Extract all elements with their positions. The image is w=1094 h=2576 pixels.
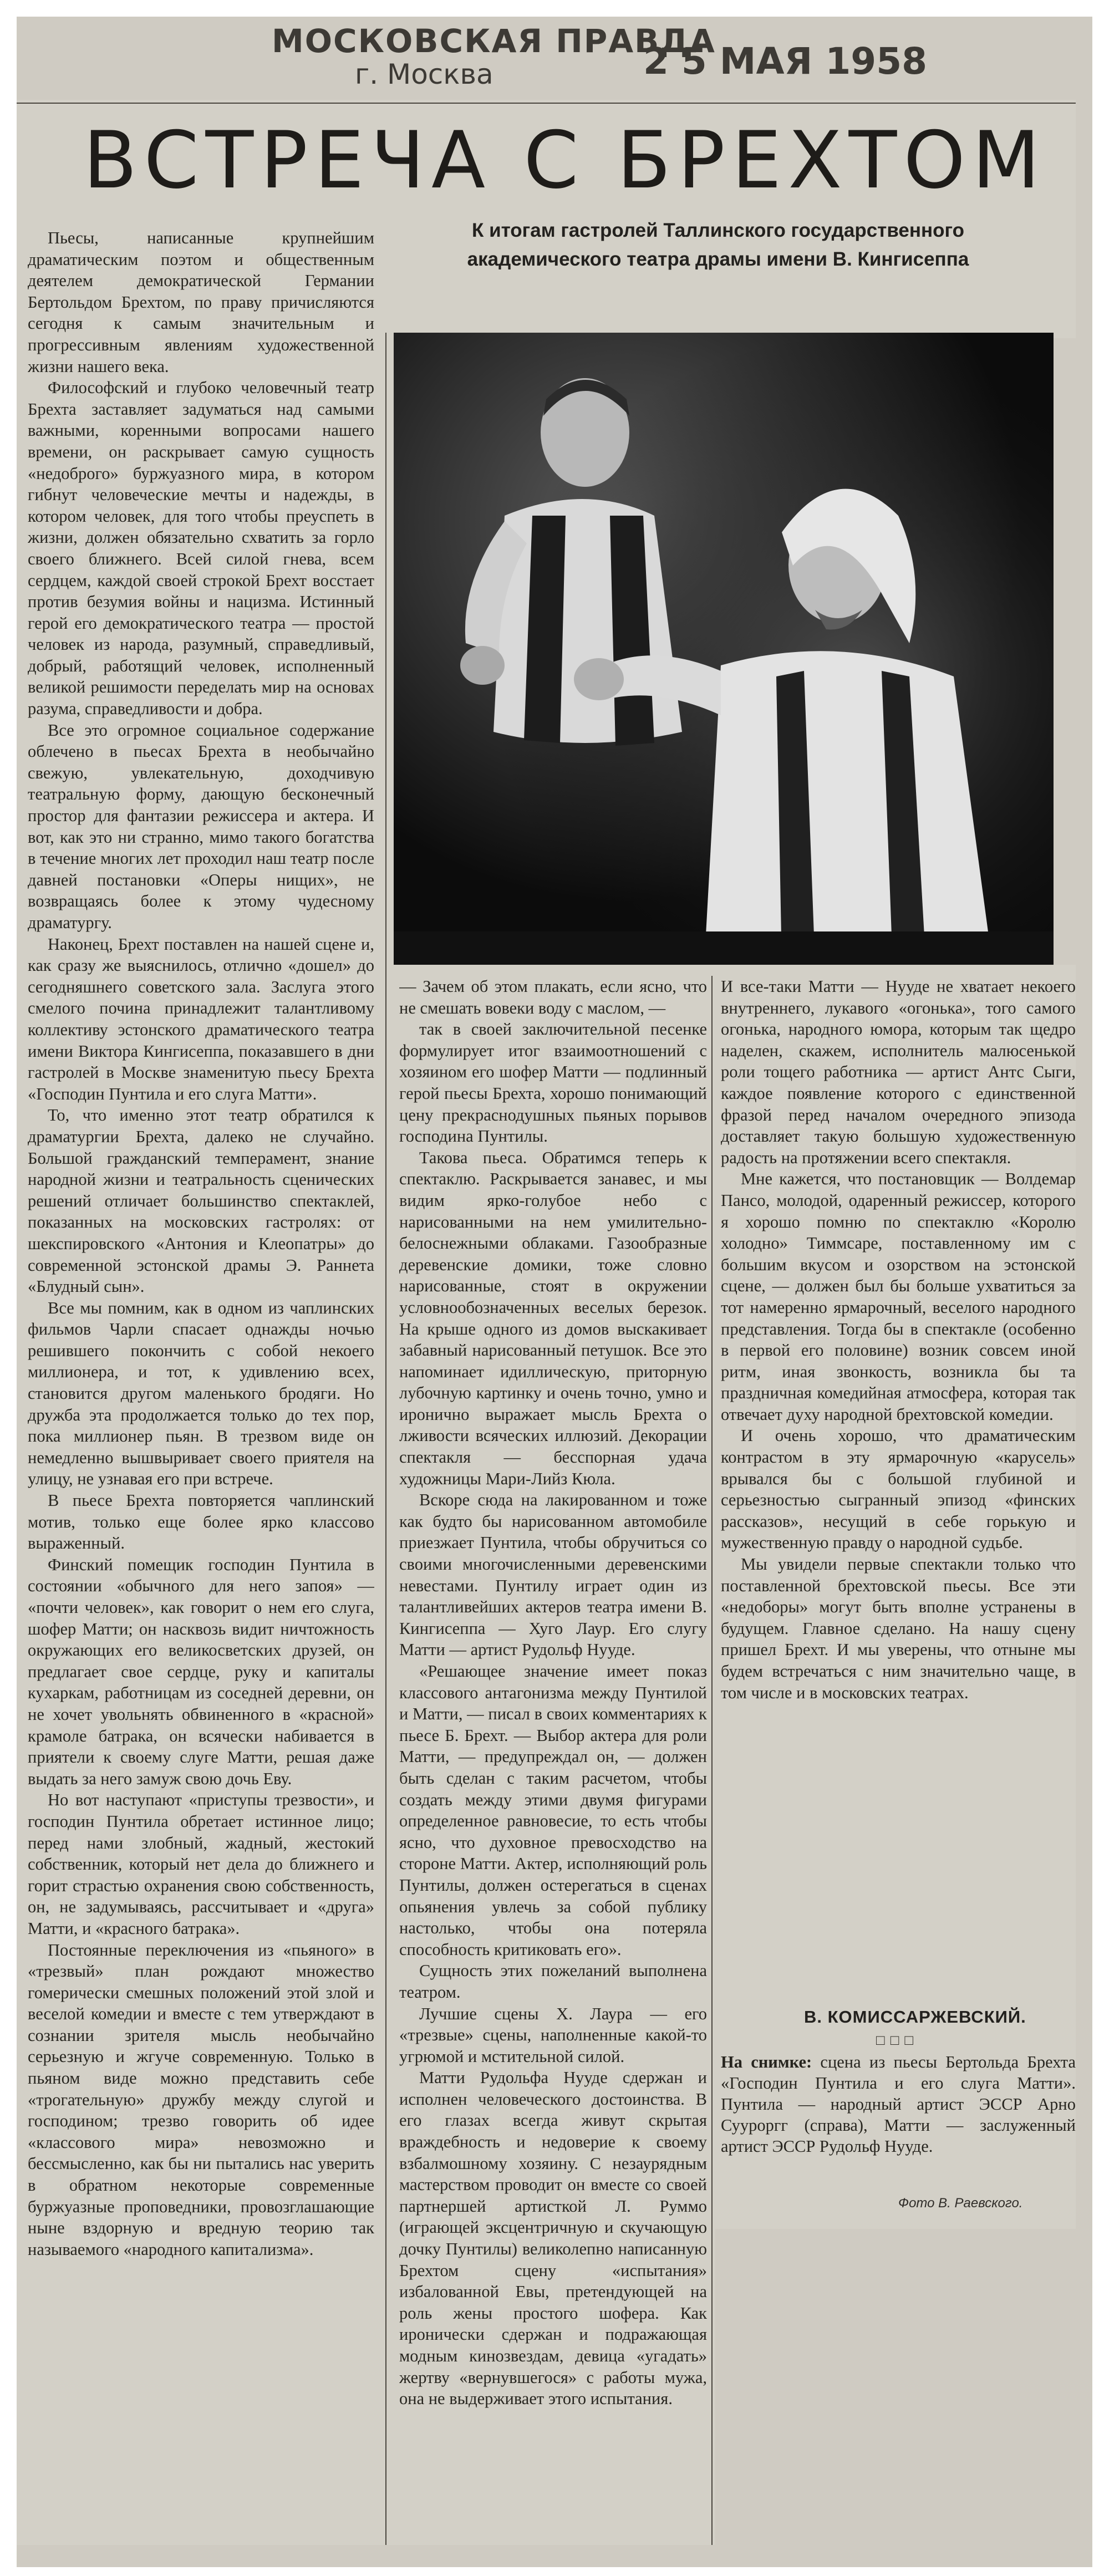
column-1-paragraph: Но вот наступают «приступы трезвости», и господин Пунтила обретает истинное лицо; перед нами злобный, жадный, жестокий собственник, который нет дела до ближнего и горит страстью охранения свою собственность, он, не задумываясь, рассчитывает и «друга» Матти, и «красного батрака». — [28, 1790, 374, 1938]
column-1-paragraph: Философский и глубоко человечный театр Брехта заставляет задуматься над самыми важными, коренными вопросами нашего времени, он раскрывает самую сущность «недоброго» буржуазного мира, в котором гибнут человеческие мечты и надежды, в котором человек, для того чтобы преуспеть в жизни, должен обязательно схватить за горло своего ближнего. Всей силой гнева, всем сердцем, каждой своей строкой Брехт восстает против безумия войны и нацизма. Истинный герой его демократического театра — простой человек из народа, разумный, справедливый, добрый, работящий человек, исполненный великой решимости переделать мир на основах разума, справедливости и добра. — [28, 378, 374, 719]
column-divider — [385, 333, 386, 2545]
article-headline: ВСТРЕЧА С БРЕХТОМ — [83, 115, 1047, 206]
section-separator: □□□ — [876, 2032, 919, 2048]
article-subheadline: К итогам гастролей Таллинского государственного академического театра драмы имени В. Кингисеппа — [467, 220, 969, 270]
column-3-paragraph: Мы увидели первые спектакли только что поставленной брехтовской пьесы. Все эти «недоборы» могут быть вполне устранены в будущем. Главное сделано. На нашу сцену пришел Брехт. И мы уверены, что отныне мы будем встречаться с ним значительно чаще, в том числе и в московских театрах. — [721, 1555, 1076, 1702]
column-1-paragraph: Пьесы, написанные крупнейшим драматическим поэтом и общественным деятелем демократической Германии Бертольдом Брехтом, по праву причисляются сегодня к самым значительным и прогрессивным явлениям художественной жизни нашего века. — [28, 228, 374, 376]
column-1-paragraph: Все это огромное социальное содержание облечено в пьесах Брехта в необычайно свежую, увлекательную, доходчивую театральную форму, дающую бесконечный простор для фантазии режиссера и актера. И вот, как это ни странно, мимо такого богатства в течение многих лет проходил наш театр после давней постановки «Оперы нищих», не возвращаясь более к этому чудесному драматургу. — [28, 720, 374, 932]
column-1-paragraph: В пьесе Брехта повторяется чаплинский мотив, только еще более ярко классово выраженный. — [28, 1491, 374, 1553]
column-2-paragraph: Вскоре сюда на лакированном и тоже как будто бы нарисованном автомобиле приезжает Пунтила, чтобы обручиться со своими многочисленными деревенскими невестами. Пунтилу играет один из талантливейших актеров театра имени В. Кингисеппа — Хуго Лаур. Его слугу Матти — артист Рудольф Нууде. — [399, 1490, 707, 1659]
top-rule — [17, 103, 1076, 104]
article-column-2 — [399, 976, 707, 2550]
column-2-paragraph: Такова пьеса. Обратимся теперь к спектаклю. Раскрывается занавес, и мы видим ярко-голубое небо с нарисованными на нем умилительно-белоснежными облаками. Газообразные деревенские домики, тоже словно нарисованные, стоят в окружении условнообозначенных веселых березок. На крыше одного из домов выскакивает забавный нарисованный петушок. Все это напоминает идиллическую, приторную лубочную картинку и очень точно, умно и иронично выражает мысль Брехта о лживости всяческих иллюзий. Декорации спектакля — бесспорная удача художницы Мари-Лийз Кюла. — [399, 1148, 707, 1488]
column-3-paragraph: И очень хорошо, что драматическим контрастом в эту ярмарочную «карусель» врывался бы с большой глубиной и серьезностью сыгранный эпизод «финских рассказов», несущий в себе горькую и мужественную правду о народной судьбе. — [721, 1426, 1076, 1552]
photo-credit: Фото В. Раевского. — [898, 2196, 1023, 2211]
column-3-paragraph: И все-таки Матти — Нууде не хватает некоего внутреннего, лукавого «огонька», того самого огонька, народного юмора, которым так щедро наделен, скажем, исполнитель малюсенькой роли тощего работника — артист Антс Сыги, каждое появление которого с единственной фразой перед началом очередного эпизода доставляет такую большую художественную радость на протяжении всего спектакля. — [721, 977, 1076, 1167]
author-signature: В. КОМИССАРЖЕВСКИЙ. — [804, 2007, 1026, 2027]
column-1-paragraph: Финский помещик господин Пунтила в состоянии «обычного для него запоя» — «почти человек», как говорит о нем его слуга, шофер Матти; он насквозь видит ничтожность окружающих его великосветских друзей, он предлагает свое сердце, руку и капиталы кухаркам, работницам из соседней деревни, он не хочет увольнять обвиненного в «красной» крамоле батрака, он всячески набивается в приятели к своему слуге Матти, решая даже выдать за него замуж свою дочь Еву. — [28, 1555, 374, 1788]
column-3-paragraph: Мне кажется, что постановщик — Волдемар Пансо, молодой, одаренный режиссер, которого я хорошо помню по спектаклю «Королю холодно» Тиммсаре, поставленному им с большим вкусом и озорством на эстонской сцене, — должен был бы больше ухватиться за тот намеренно ярмарочный, веселого народного представления. Тогда бы в спектакле (особенно в первой его половине) возник совсем иной ритм, иная звонкость, возникла бы та праздничная комедийная атмосфера, которая так отвечает духу народной брехтовской комедии. — [721, 1169, 1076, 1424]
article-column-3 — [721, 976, 1076, 1780]
newspaper-name: МОСКОВСКАЯ ПРАВДА — [272, 22, 716, 60]
scene-photo-image — [394, 333, 1054, 965]
column-2-paragraph: Сущность этих пожеланий выполнена театром. — [399, 1961, 707, 2002]
column-2-paragraph: — Зачем об этом плакать, если ясно, что не смешать вовеки воду с маслом, — — [399, 977, 707, 1017]
caption-text: сцена из пьесы Бертольда Брехта «Господин Пунтила и его слуга Матти». Пунтила — народный артист ЭССР Арно Сууроргг (справа), Матти — заслуженный артист ЭССР Рудольф Нууде. — [721, 2053, 1076, 2156]
newspaper-date: 2 5 МАЯ 1958 — [643, 40, 928, 83]
caption-lead: На снимке: — [721, 2053, 812, 2071]
column-1-paragraph: Наконец, Брехт поставлен на нашей сцене и, как сразу же выяснилось, отлично «дошел» до сегодняшнего советского зала. Заслуга этого смелого почина принадлежит талантливому коллективу эстонского драматического театра имени Виктора Кингисеппа, показавшего в дни гастролей в Москве знаменитую пьесу Брехта «Господин Пунтила и его слуга Матти». — [28, 934, 374, 1103]
column-2-paragraph: Матти Рудольфа Нууде сдержан и исполнен человеческого достоинства. В его глазах всегда живут скрытая враждебность и недоверие к своему взбалмошному хозяину. С незаурядным мастерством проводит он вместе со своей партнершей артисткой Л. Руммо (играющей эксцентричную и скучающую дочку Пунтилы) великолепно написанную Брехтом сцену «испытания» избалованной Евы, претендующей на роль жены простого шофера. Как иронически сдержан и подражающая модным кинозвездам, девица «угадать» жертву «вернувшегося» с работы мужа, она не выдерживает этого испытания. — [399, 2068, 707, 2409]
column-2-paragraph: так в своей заключительной песенке формулирует итог взаимоотношений с хозяином его шофер Матти — подлинный герой пьесы Брехта, хорошо понимающий цену прекраснодушных пьяных порывов господина Пунтилы. — [399, 1020, 707, 1146]
column-1-paragraph: То, что именно этот театр обратился к драматургии Брехта, далеко не случайно. Большой гражданский темперамент, знание народной жизни и театральность сценических решений отличает большинство спектаклей, показанных на московских гастролях: от шекспировского «Антония и Клеопатры» до современной эстонской драмы Э. Раннета «Блудный сын». — [28, 1106, 374, 1296]
column-1-paragraph: Постоянные переключения из «пьяного» в «трезвый» план рождают множество гомерически смешных положений этой злой и веселой комедии и вместе с тем утверждают в сознании зрителя мысль необычайно серьезную и жгуче современную. Только в пьяном виде можно представить себе «трогательную» дружбу между слугой и господином; трезво говорить об идее «классового мира» невозможно и бессмысленно, как бы ни пытались нас уверить в обратном некоторые современные буржуазные проповедники, провозглашающие ныне вздорную и вредную теорию так называемого «народного капитализма». — [28, 1940, 374, 2259]
photo-caption — [721, 2051, 1076, 2157]
newspaper-city: г. Москва — [355, 58, 493, 90]
scene-photo — [394, 333, 1054, 965]
column-2-paragraph: Лучшие сцены Х. Лаура — его «трезвые» сцены, наполненные какой-то угрюмой и мстительной силой. — [399, 2004, 707, 2066]
column-1-paragraph: Все мы помним, как в одном из чаплинских фильмов Чарли спасает однажды ночью решившего покончить с собой некоего миллионера, и тот, к удивлению всех, становится другом маленького бродяги. Но дружба эта продолжается только до тех пор, пока миллионер пьян. В трезвом виде он немедленно вышвыривает своего приятеля на улицу, не узнавая его при встрече. — [28, 1298, 374, 1489]
column-2-paragraph: «Решающее значение имеет показ классового антагонизма между Пунтилой и Матти, — писал в своих комментариях к пьесе Б. Брехт. — Выбор актера для роли Матти, — предупреждал он, — должен быть сделан с таким расчетом, чтобы создать между этими двумя фигурами определенное равновесие, то есть чтобы ясно, что духовное превосходство на стороне Матти. Актер, исполняющий роль Пунтилы, должен остерегаться в сценах опьянения увлечь за собой публику настолько, чтобы она потеряла способность критиковать его». — [399, 1662, 707, 1959]
column-divider — [711, 976, 713, 2545]
article-column-1 — [28, 227, 374, 2550]
